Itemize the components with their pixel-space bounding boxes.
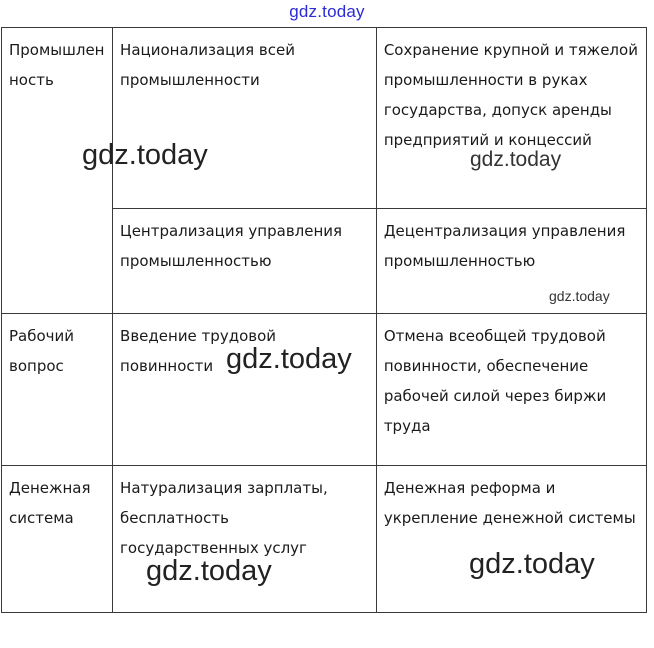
header-watermark: gdz.today	[289, 2, 365, 21]
watermark: gdz.today	[82, 139, 208, 171]
watermark: gdz.today	[470, 148, 562, 171]
policy-cell-nep: Отмена всеобщей трудовой повинности, обеспечение рабочей силой через биржи труда	[376, 314, 646, 466]
watermark: gdz.today	[549, 288, 610, 304]
policy-cell-nep: Сохранение крупной и тяжелой промышленности в руках государства, допуск аренды предприятий и концессий	[376, 28, 646, 209]
policy-cell-nep: Денежная реформа и укрепление денежной системы	[376, 466, 646, 613]
watermark: gdz.today	[146, 555, 272, 587]
policy-cell-wartime: Введение трудовой повинности	[113, 314, 377, 466]
table-row	[2, 466, 647, 613]
category-cell-labor: Рабочий вопрос	[2, 314, 113, 466]
policy-cell-nep: Децентрализация управления промышленностью	[376, 209, 646, 314]
category-cell-industry: Промышлен ность	[2, 28, 113, 314]
watermark: gdz.today	[226, 343, 352, 375]
policy-cell-wartime: Натурализация зарплаты, бесплатность государственных услуг	[113, 466, 377, 613]
comparison-table	[1, 27, 647, 613]
policy-cell-wartime: Национализация всей промышленности	[113, 28, 377, 209]
table-row	[2, 28, 647, 209]
table-row	[2, 314, 647, 466]
watermark: gdz.today	[469, 548, 595, 580]
category-cell-money: Денежная система	[2, 466, 113, 613]
policy-cell-wartime: Централизация управления промышленностью	[113, 209, 377, 314]
